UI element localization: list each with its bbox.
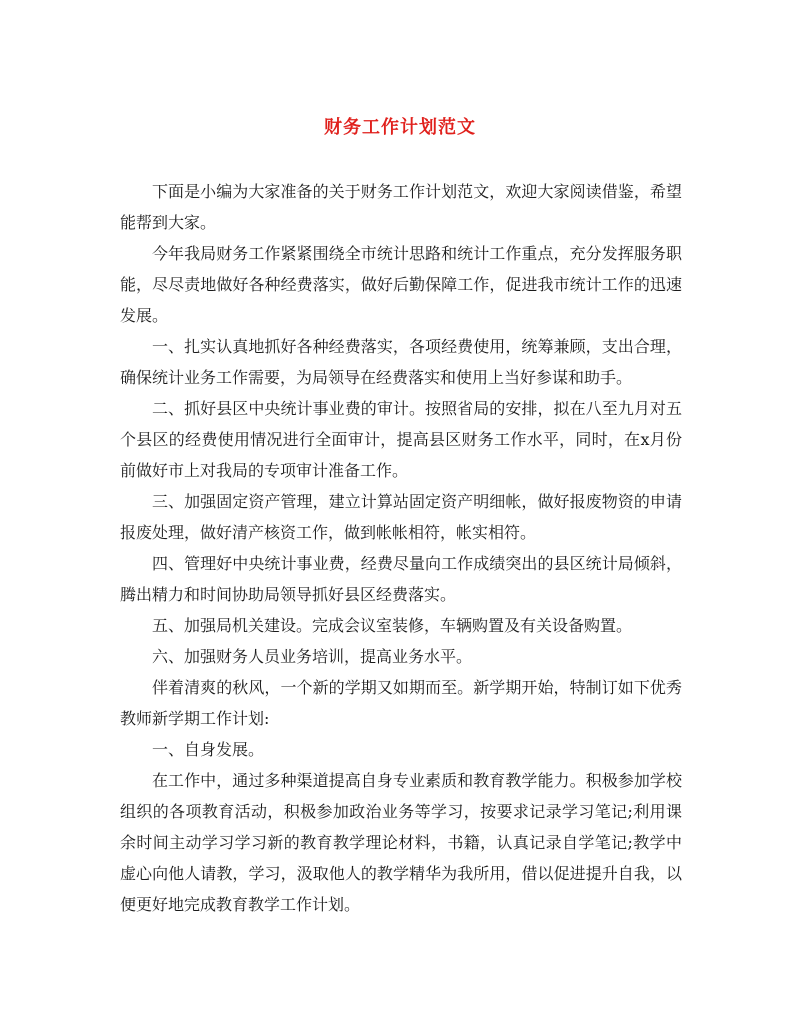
paragraph-item-4: 四、管理好中央统计事业费，经费尽量向工作成绩突出的县区统计局倾斜，腾出精力和时间协助局领导抓好县区经费落实。 [120,554,682,604]
paragraph-self-development: 在工作中，通过多种渠道提高自身专业素质和教育教学能力。积极参加学校组织的各项教育活动，积极参加政治业务等学习，按要求记录学习笔记;利用课余时间主动学习学习新的教育教学理论材料，书籍，认真记录自学笔记;教学中虚心向他人请教，学习，汲取他人的教学精华为我所用，借以促进提升自我，以便更好地完成教育教学工作计划。 [120,771,682,914]
paragraph-intro: 下面是小编为大家准备的关于财务工作计划范文，欢迎大家阅读借鉴，希望能帮到大家。 [120,182,682,232]
paragraph-item-5: 五、加强局机关建设。完成会议室装修，车辆购置及有关设备购置。 [152,616,633,635]
paragraph-item-6: 六、加强财务人员业务培训，提高业务水平。 [152,647,473,666]
paragraph-item-1: 一、扎实认真地抓好各种经费落实，各项经费使用，统筹兼顾，支出合理，确保统计业务工作需要，为局领导在经费落实和使用上当好参谋和助手。 [120,337,682,387]
paragraph-item-2: 二、抓好县区中央统计事业费的审计。按照省局的安排，拟在八至九月对五个县区的经费使用情况进行全面审计，提高县区财务工作水平，同时，在x月份前做好市上对我局的专项审计准备工作。 [120,399,682,480]
paragraph-semester-intro: 伴着清爽的秋风，一个新的学期又如期而至。新学期开始，特制订如下优秀教师新学期工作计划: [120,678,682,728]
paragraph-item-3: 三、加强固定资产管理，建立计算站固定资产明细帐，做好报废物资的申请报废处理，做好清产核资工作，做到帐帐相符，帐实相符。 [120,492,682,542]
paragraph-section-heading: 一、自身发展。 [152,740,265,759]
document-body [120,176,682,920]
document-title: 财务工作计划范文 [324,117,476,138]
paragraph-overview: 今年我局财务工作紧紧围绕全市统计思路和统计工作重点，充分发挥服务职能，尽尽责地做好各种经费落实，做好后勤保障工作，促进我市统计工作的迅速发展。 [120,244,682,325]
